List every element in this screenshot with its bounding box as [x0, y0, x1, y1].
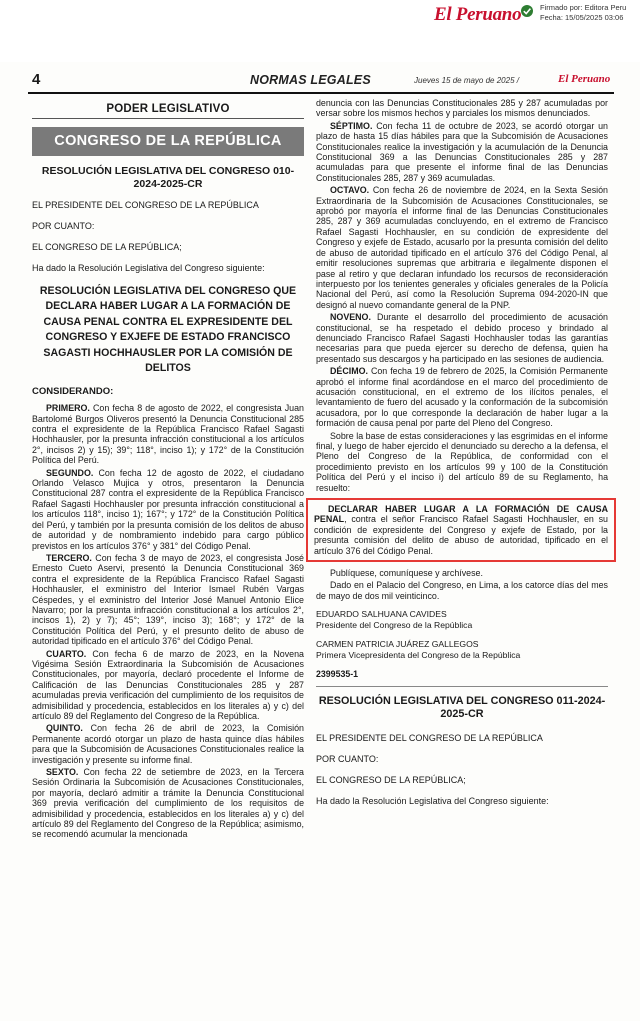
dado-line: Dado en el Palacio del Congreso, en Lima, a los catorce días del mes de mayo de dos mil veinticinco.: [316, 580, 608, 601]
document-number: 2399535-1: [316, 669, 608, 686]
signature-band: [0, 0, 640, 62]
publiquese-line: Publíquese, comuníquese y archívese.: [330, 568, 483, 579]
signature-date: Fecha: 15/05/2025 03:06: [540, 13, 624, 22]
por-cuanto: POR CUANTO:: [32, 220, 95, 231]
paragraph-continuation: denuncia con las Denuncias Constitucionales 285 y 287 acumuladas por versar sobre los mismos hechos y parciales los mismos denunciados.: [316, 98, 608, 119]
page-number: 4: [32, 71, 41, 88]
paragraph-septimo: SÉPTIMO. Con fecha 11 de octubre de 2023, se acordó otorgar un plazo de hasta 15 días hábiles para que la Subcomisión de Acusaciones Constitucionales realice la investigación y la acumulación de la Denuncia Constitucional 369 a las Denuncias Constitucionales 285 y 287 acumuladas para que presente el informe final de las Denuncias Constitucionales 285, 287 y 369 acumuladas.: [316, 120, 608, 183]
paragraph-cuarto: CUARTO. Con fecha 6 de marzo de 2023, en la Novena Vigésima Sesión Extraordinaria la Subcomisión de Acusaciones Constitucionales, por mayoría, declaró procedente el Informe de Calificación de las Denuncias Constitucionales 285 y 287 acumuladas previa verificación del cumplimiento de los requisitos de admisibilidad y procedencia, establecidos en los literales a) y c) del artículo 89 del Reglamento del Congreso de la República.: [32, 648, 304, 721]
resolution-title: RESOLUCIÓN LEGISLATIVA DEL CONGRESO 010-2024-2025-CR: [41, 164, 295, 190]
paragraph-quinto: QUINTO. Con fecha 26 de abril de 2023, la Comisión Permanente acordó otorgar un plazo de hasta quince días hábiles para que la Subcomisión de Acusaciones Constitucionales realice la investigación y presente su informe final.: [32, 723, 304, 765]
congreso-line: EL CONGRESO DE LA REPÚBLICA;: [32, 241, 182, 252]
decision-keyword: DECLARAR HABER LUGAR A LA FORMACIÓN DE CAUSA PENAL: [314, 504, 608, 525]
ha-dado-2: Ha dado la Resolución Legislativa del Congreso siguiente:: [316, 795, 549, 806]
president-line-2: EL PRESIDENTE DEL CONGRESO DE LA REPÚBLICA: [316, 732, 543, 743]
signer-1: EDUARDO SALHUANA CAVIDES Presidente del Congreso de la República: [316, 609, 473, 631]
resolution-title-2: RESOLUCIÓN LEGISLATIVA DEL CONGRESO 011-2024-2025-CR: [318, 694, 606, 721]
page-bottom-edge: [0, 1005, 640, 1021]
decision-highlight-box: [306, 498, 616, 562]
signed-by: Firmado por: Editora Peru: [540, 3, 627, 12]
congreso-line-2: EL CONGRESO DE LA REPÚBLICA;: [316, 774, 466, 785]
header-logo: El Peruano: [558, 73, 611, 85]
resolution-heading: RESOLUCIÓN LEGISLATIVA DEL CONGRESO QUE DECLARA HABER LUGAR A LA FORMACIÓN DE CAUSA PENAL CONTRA EL EXPRESIDENTE DEL CONGRESO Y EXJEFE DE ESTADO FRANCISCO SAGASTI HOCHHAUSLER POR LA COMISIÓN DE DELITOS: [39, 284, 297, 375]
paragraph-tercero: TERCERO. Con fecha 3 de mayo de 2023, el congresista José Ernesto Cueto Aservi, presentó la Denuncia Constitucional 369 contra el expresidente de la República Francisco Rafael Sagasti Hochhausler, el exministro del Interior Ismael Rubén Vargas Céspedes, y el exministro del Interior José Manuel Antonio Elice Navarro; por la presunta infracción constitucional a los artículos 2°, incisos 1), 2) y 7); 45°; 139°, inciso 3); 168°; y 172° de la Constitución Política del Perú, y el presunto delito de abuso de autoridad tipificado en el artículo 376° del Código Penal.: [32, 552, 304, 647]
ha-dado: Ha dado la Resolución Legislativa del Congreso siguiente:: [32, 262, 265, 273]
paragraph-noveno: NOVENO. Durante el desarrollo del procedimiento de acusación constitucional, se ha respetado el debido proceso y brindado al denunciado Francisco Rafael Sagasti Hochhausler todas las garantías necesarias para que pueda ejercer su derecho de defensa, quien ha presentado sus descargos y ha participado en las sesiones de audiencia.: [316, 312, 608, 364]
paragraph-sexto: SEXTO. Con fecha 22 de setiembre de 2023, en la Tercera Sesión Ordinaria la Subcomisión de Acusaciones Constitucionales, por mayoría, declaró admitir a trámite la Denuncia Constitucional 369 previa verificación del cumplimiento de los requisitos de admisibilidad y procedencia, establecidos en los literales a) y c) del artículo 89 del Reglamento del Congreso de la República; asimismo, se recomendó acumular la mencionada: [32, 767, 304, 840]
considerando-heading: CONSIDERANDO:: [32, 385, 114, 397]
decision-text: DECLARAR HABER LUGAR A LA FORMACIÓN DE CAUSA PENAL, contra el señor Francisco Rafael Sagasti Hochhausler, en su condición de expresidente del Congreso y exjefe de Estado, por la presunta comisión del delito de abuso de autoridad, tipificado en el artículo 376 del Código Penal.: [314, 504, 608, 556]
running-header: [28, 68, 614, 94]
paragraph-primero: PRIMERO. Con fecha 8 de agosto de 2022, el congresista Juan Bartolomé Burgos Oliveros presentó la Denuncia Constitucional 285 contra el expresidente de la República Francisco Rafael Sagasti Hochhausler, por la presunta infracción constitucional a los artículos 2°, incisos 2) y 15); 39°; 118°, inciso 1); y 172° de la Constitución Política del Perú.: [32, 403, 304, 466]
congress-band: CONGRESO DE LA REPÚBLICA: [32, 127, 304, 155]
issue-date: Jueves 15 de mayo de 2025 /: [414, 76, 519, 85]
paragraph-decimo: DÉCIMO. Con fecha 19 de febrero de 2025, la Comisión Permanente aprobó el informe final acordándose en el marco del procedimiento de acusación constitucional, en el extremo de los ilícitos penales, el levantamiento de fuero del acusado y la conformación de la subcomisión acusadora, por lo que corresponde la declaración de haber lugar a la formación de causa penal por parte del Pleno del Congreso.: [316, 366, 608, 429]
right-column: [316, 98, 608, 817]
left-column: [32, 98, 304, 842]
signature-info: [540, 3, 626, 23]
paragraph-segundo: SEGUNDO. Con fecha 12 de agosto de 2022, el ciudadano Orlando Velasco Mujica y otros, presentaron la Denuncia Constitucional 287 contra el expresidente de la República Francisco Rafael Sagasti Hochhausler por presunta infracción constitucional a los artículos 118°, inciso 1); 167°; y 172° de la Constitución Política del Perú, y también por la presunta comisión de los delitos de abuso de autoridad y de nombramiento indebido para cargo público previstos en los artículos 376° y 381° del Código Penal.: [32, 467, 304, 551]
por-cuanto-2: POR CUANTO:: [316, 753, 379, 764]
section-label: PODER LEGISLATIVO: [32, 104, 304, 119]
signature-check-icon: [520, 4, 534, 18]
el-peruano-logo: El Peruano: [434, 4, 522, 25]
section-title: NORMAS LEGALES: [250, 73, 371, 87]
signer-2: CARMEN PATRICIA JUÁREZ GALLEGOS Primera Vicepresidenta del Congreso de la República: [316, 639, 521, 661]
president-line: EL PRESIDENTE DEL CONGRESO DE LA REPÚBLICA: [32, 199, 259, 210]
paragraph-octavo: OCTAVO. Con fecha 26 de noviembre de 2024, en la Sexta Sesión Extraordinaria de la Subcomisión de Acusaciones Constitucionales, se aprobó por mayoría el informe final de las Denuncias Constitucionales 285, 287 y 369 acumuladas concluyendo, en el extremo de Francisco Rafael Sagasti Hochhausler, en su condición de expresidente del Congreso y exjefe de Estado, acusarlo por la presunta comisión del delito de abuso de autoridad tipificado en el artículo 376 del Código Penal, al emitir resoluciones supremas que arbitraria e ilegalmente disponen el pase al retiro y que declaran infundado los recursos de reconsideración interpuesto por los tenientes generales y oficiales generales de la Policía Nacional del Perú, así como la Resolución Suprema 094-2020-IN que designó al nuevo comandante general de la PNP.: [316, 185, 608, 310]
paragraph-resuelto: Sobre la base de estas consideraciones y las esgrimidas en el informe final, y luego de haber ejercido el denunciado su derecho a la defensa, el Pleno del Congreso de la República, de conformidad con el procedimiento previsto en los artículos 99 y 100 de la Constitución Política del Perú y el inciso i) del artículo 89 de su Reglamento, ha resuelto:: [316, 430, 608, 493]
